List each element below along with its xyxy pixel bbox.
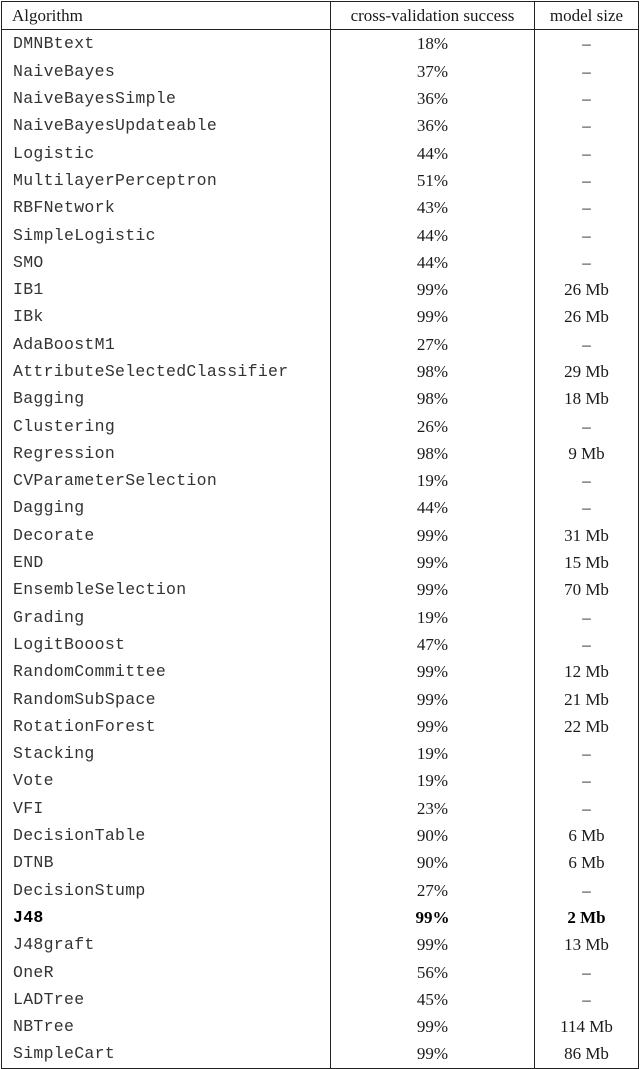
table-row: [2, 440, 639, 467]
success-cell: 56%: [331, 958, 535, 985]
table-row: [2, 221, 639, 248]
table-row: [2, 303, 639, 330]
model-size-cell: 26 Mb: [535, 276, 639, 303]
model-size-cell: –: [535, 467, 639, 494]
model-size-cell: 6 Mb: [535, 822, 639, 849]
success-cell: 99%: [331, 713, 535, 740]
model-size-cell: 21 Mb: [535, 685, 639, 712]
model-size-cell: –: [535, 412, 639, 439]
algorithm-cell: EnsembleSelection: [2, 576, 331, 603]
algorithm-cell: DecisionTable: [2, 822, 331, 849]
success-cell: 90%: [331, 849, 535, 876]
algorithm-cell: Logistic: [2, 139, 331, 166]
table-row: [2, 740, 639, 767]
table-row: [2, 795, 639, 822]
success-cell: 19%: [331, 467, 535, 494]
model-size-cell: 9 Mb: [535, 440, 639, 467]
model-size-cell: 12 Mb: [535, 658, 639, 685]
table-row: [2, 167, 639, 194]
success-cell: 99%: [331, 303, 535, 330]
table-row: [2, 631, 639, 658]
success-cell: 44%: [331, 139, 535, 166]
table-row: [2, 494, 639, 521]
success-cell: 19%: [331, 740, 535, 767]
model-size-cell: 114 Mb: [535, 1013, 639, 1040]
algorithm-cell: RandomCommittee: [2, 658, 331, 685]
algorithm-cell: LogitBooost: [2, 631, 331, 658]
algorithm-cell: Dagging: [2, 494, 331, 521]
model-size-cell: –: [535, 740, 639, 767]
algorithm-cell: Bagging: [2, 385, 331, 412]
table-row: [2, 986, 639, 1013]
table-row: [2, 194, 639, 221]
model-size-cell: –: [535, 767, 639, 794]
model-size-cell: 15 Mb: [535, 549, 639, 576]
algorithm-cell: AttributeSelectedClassifier: [2, 358, 331, 385]
model-size-cell: 18 Mb: [535, 385, 639, 412]
success-cell: 99%: [331, 549, 535, 576]
model-size-cell: –: [535, 85, 639, 112]
table-row: [2, 685, 639, 712]
table-row: [2, 958, 639, 985]
algorithm-cell: NBTree: [2, 1013, 331, 1040]
algorithm-cell: SMO: [2, 249, 331, 276]
table-row: [2, 713, 639, 740]
algorithm-cell: DMNBtext: [2, 30, 331, 58]
algorithm-cell: J48graft: [2, 931, 331, 958]
model-size-cell: 13 Mb: [535, 931, 639, 958]
success-cell: 18%: [331, 30, 535, 58]
success-cell: 27%: [331, 877, 535, 904]
algorithm-cell: VFI: [2, 795, 331, 822]
model-size-cell: –: [535, 331, 639, 358]
table-row: [2, 1013, 639, 1040]
algorithm-cell: AdaBoostM1: [2, 331, 331, 358]
algorithm-cell: SimpleLogistic: [2, 221, 331, 248]
success-cell: 98%: [331, 385, 535, 412]
success-cell: 99%: [331, 522, 535, 549]
success-cell: 90%: [331, 822, 535, 849]
model-size-cell: –: [535, 249, 639, 276]
algorithm-cell: RBFNetwork: [2, 194, 331, 221]
table-row: [2, 849, 639, 876]
algorithm-cell: RotationForest: [2, 713, 331, 740]
success-cell: 99%: [331, 576, 535, 603]
success-cell: 43%: [331, 194, 535, 221]
model-size-cell: 31 Mb: [535, 522, 639, 549]
table-row: [2, 549, 639, 576]
table-row: [2, 58, 639, 85]
success-cell: 99%: [331, 276, 535, 303]
algorithm-cell: LADTree: [2, 986, 331, 1013]
model-size-cell: –: [535, 986, 639, 1013]
table-row: [2, 467, 639, 494]
model-size-cell: 6 Mb: [535, 849, 639, 876]
model-size-cell: 86 Mb: [535, 1040, 639, 1068]
algorithm-cell: NaiveBayes: [2, 58, 331, 85]
success-cell: 19%: [331, 767, 535, 794]
model-size-cell: –: [535, 795, 639, 822]
model-size-cell: 26 Mb: [535, 303, 639, 330]
model-size-cell: 70 Mb: [535, 576, 639, 603]
model-size-cell: –: [535, 958, 639, 985]
algorithm-cell: Clustering: [2, 412, 331, 439]
algorithm-cell: NaiveBayesUpdateable: [2, 112, 331, 139]
table-row: [2, 112, 639, 139]
header-algorithm: Algorithm: [2, 2, 331, 30]
table-row: [2, 904, 639, 931]
success-cell: 98%: [331, 440, 535, 467]
success-cell: 99%: [331, 931, 535, 958]
model-size-cell: –: [535, 112, 639, 139]
model-size-cell: 2 Mb: [535, 904, 639, 931]
algorithm-cell: DecisionStump: [2, 877, 331, 904]
success-cell: 44%: [331, 494, 535, 521]
success-cell: 99%: [331, 1013, 535, 1040]
model-size-cell: –: [535, 167, 639, 194]
table-row: [2, 276, 639, 303]
success-cell: 51%: [331, 167, 535, 194]
model-size-cell: –: [535, 221, 639, 248]
model-size-cell: –: [535, 877, 639, 904]
algorithm-cell: Stacking: [2, 740, 331, 767]
success-cell: 19%: [331, 604, 535, 631]
algorithm-cell: CVParameterSelection: [2, 467, 331, 494]
table-row: [2, 877, 639, 904]
table-row: [2, 522, 639, 549]
table-row: [2, 412, 639, 439]
table-row: [2, 767, 639, 794]
algorithm-cell: SimpleCart: [2, 1040, 331, 1068]
algorithm-cell: DTNB: [2, 849, 331, 876]
model-size-cell: –: [535, 58, 639, 85]
algorithm-cell: Vote: [2, 767, 331, 794]
table-row: [2, 822, 639, 849]
table-row: [2, 139, 639, 166]
success-cell: 44%: [331, 249, 535, 276]
model-size-cell: –: [535, 604, 639, 631]
header-model-size: model size: [535, 2, 639, 30]
model-size-cell: –: [535, 631, 639, 658]
table-row: [2, 931, 639, 958]
model-size-cell: 29 Mb: [535, 358, 639, 385]
table-row: [2, 358, 639, 385]
table-row: [2, 85, 639, 112]
success-cell: 98%: [331, 358, 535, 385]
table-header: [2, 2, 639, 30]
table-row: [2, 331, 639, 358]
table-row: [2, 576, 639, 603]
header-cross-validation-success: cross-validation success: [331, 2, 535, 30]
model-size-cell: –: [535, 139, 639, 166]
success-cell: 99%: [331, 904, 535, 931]
success-cell: 23%: [331, 795, 535, 822]
algorithm-cell: END: [2, 549, 331, 576]
success-cell: 36%: [331, 85, 535, 112]
algorithm-cell: Grading: [2, 604, 331, 631]
table-row: [2, 1040, 639, 1068]
algorithm-cell: J48: [2, 904, 331, 931]
algorithm-cell: IB1: [2, 276, 331, 303]
success-cell: 47%: [331, 631, 535, 658]
results-table: [1, 1, 639, 1069]
success-cell: 37%: [331, 58, 535, 85]
success-cell: 99%: [331, 658, 535, 685]
success-cell: 27%: [331, 331, 535, 358]
success-cell: 99%: [331, 685, 535, 712]
table-body: [2, 30, 639, 1068]
algorithm-cell: OneR: [2, 958, 331, 985]
algorithm-cell: MultilayerPerceptron: [2, 167, 331, 194]
success-cell: 45%: [331, 986, 535, 1013]
table-row: [2, 30, 639, 58]
algorithm-cell: IBk: [2, 303, 331, 330]
table-row: [2, 658, 639, 685]
table-row: [2, 385, 639, 412]
table-row: [2, 604, 639, 631]
algorithm-cell: Decorate: [2, 522, 331, 549]
success-cell: 99%: [331, 1040, 535, 1068]
algorithm-cell: RandomSubSpace: [2, 685, 331, 712]
table-row: [2, 249, 639, 276]
header-row: [2, 2, 639, 30]
success-cell: 44%: [331, 221, 535, 248]
model-size-cell: –: [535, 194, 639, 221]
model-size-cell: –: [535, 494, 639, 521]
success-cell: 36%: [331, 112, 535, 139]
algorithm-cell: NaiveBayesSimple: [2, 85, 331, 112]
model-size-cell: –: [535, 30, 639, 58]
success-cell: 26%: [331, 412, 535, 439]
model-size-cell: 22 Mb: [535, 713, 639, 740]
algorithm-cell: Regression: [2, 440, 331, 467]
